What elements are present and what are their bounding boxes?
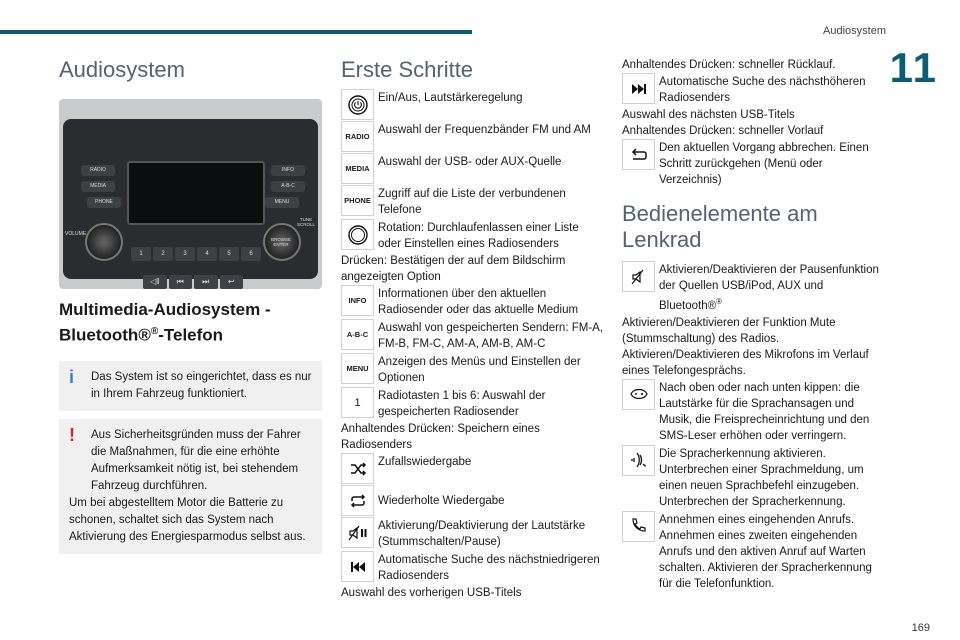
abc-text-icon: A-B-C [341,319,374,350]
section-title-first-steps: Erste Schritte [341,57,474,82]
subtitle-main: Multimedia-Audiosystem - Bluetooth® [59,300,271,345]
list-item [341,185,603,218]
radio-desc: Auswahl der Frequenzbänder FM und AM [378,124,591,136]
subtitle-end: -Telefon [158,325,224,345]
steering-mute-after: Aktivieren/Deaktivieren der Funktion Mute (Stummschaltung) des Radios. Aktivieren/Deaktivieren des Mikrofons im Verlauf eines Telefongesprächs. [622,316,869,377]
menu-text-icon: MENU [341,353,374,384]
steering-mute-sup: ® [716,297,722,306]
radio-screen [127,161,265,225]
list-item [622,73,884,106]
radio-btn-abc: A-B-C [271,181,305,192]
column-left [59,52,322,562]
shuffle-desc: Zufallswiedergabe [378,456,472,468]
phone-desc: Zugriff auf die Liste der verbundenen Telefone [378,188,566,216]
warning-box [59,419,322,554]
steering-mute-desc-text: Aktivieren/Deaktivieren der Pausenfunktion der Quellen USB/iPod, AUX und Bluetooth® [659,264,879,312]
list-item [341,353,603,386]
preset-hold-text: Anhaltendes Drücken: Speichern eines Radiosenders [341,423,540,451]
rotary-press-text: Drücken: Bestätigen der auf dem Bildschirm angezeigten Option [341,255,566,283]
warning-icon: ! [69,424,75,445]
column-right [622,57,884,593]
list-item [341,219,603,252]
radio-faceplate [63,119,318,286]
volume-rocker-desc: Nach oben oder nach unten kippen: die Lautstärke für die Sprachansagen und Musik, die Freisprecheinrichtung und den SMS-Leser erhöhen oder verringern. [659,381,870,442]
preset-6: 6 [241,247,261,261]
section-name: Audiosystem [823,25,886,37]
back-icon [622,139,655,170]
list-item [622,379,884,444]
voice-recognition-desc: Die Spracherkennung aktivieren. Unterbrechen einer Sprachmeldung, um einen neuen Sprachbefehl einzugeben. Unterbrechen der Spracherkennung. [659,447,864,508]
section-title-steering: Bedienelemente am Lenkrad [622,201,818,252]
list-item [622,445,884,510]
list-item [341,285,603,318]
steering-mute-icon [622,261,655,292]
preset-1: 1 [131,247,151,261]
info-desc: Informationen über den aktuellen Radiosender oder das aktuelle Medium [378,288,579,316]
repeat-desc: Wiederholte Wiedergabe [378,495,505,507]
list-item [341,121,603,152]
media-text-icon: MEDIA [341,153,374,184]
list-item [341,453,603,484]
list-item [341,89,603,120]
mute-pause-icon [341,517,374,548]
chapter-number: 11 [889,44,938,91]
preset-one-icon: 1 [341,387,374,418]
info-text-icon: INFO [341,285,374,316]
menu-desc: Anzeigen des Menüs und Einstellen der Optionen [378,356,581,384]
rewind-text: Anhaltendes Drücken: schneller Rücklauf. [622,59,836,71]
list-item [341,387,603,420]
column-middle [341,52,603,601]
transport-row [143,275,243,289]
seek-forward-desc: Automatische Suche des nächsthöheren Radiosenders [659,76,866,104]
fast-forward-text: Anhaltendes Drücken: schneller Vorlauf [622,125,824,137]
mute-desc: Aktivierung/Deaktivierung der Lautstärke (Stummschalten/Pause) [378,520,586,548]
radio-btn-media: MEDIA [81,181,115,192]
list-item [341,551,603,584]
preset-4: 4 [197,247,217,261]
volume-knob [85,223,123,261]
abc-desc: Auswahl von gespeicherten Sendern: FM-A, FM-B, FM-C, AM-A, AM-B, AM-C [378,322,604,350]
list-item [622,139,884,188]
subtitle [59,299,322,347]
preset-2: 2 [153,247,173,261]
power-knob-icon [341,89,374,120]
volume-label: VOLUME [65,231,87,237]
info-text: Das System ist so eingerichtet, dass es nur in Ihrem Fahrzeug funktioniert. [91,370,312,400]
phone-text-icon: PHONE [341,185,374,216]
rotary-knob-icon [341,219,374,250]
radio-btn-info: INFO [271,165,305,176]
back-desc: Den aktuellen Vorgang abbrechen. Einen Schritt zurückgehen (Menü oder Verzeichnis) [659,142,869,186]
seek-back-usb-text: Auswahl des vorherigen USB-Titels [341,587,522,599]
mute-pause-icon: ◁ǁ [143,275,167,289]
page-number: 169 [911,622,930,634]
header-accent-bar [0,30,472,34]
info-icon: i [69,366,75,387]
radio-btn-menu: MENU [265,197,299,208]
voice-recognition-icon [622,445,655,476]
seek-back-desc: Automatische Suche des nächstniedrigeren Radiosenders [378,554,600,582]
power-desc: Ein/Aus, Lautstärkeregelung [378,92,523,104]
steering-mute-desc [659,261,884,314]
list-item [341,319,603,352]
seek-back-icon: ⏮ [169,275,193,289]
phone-call-desc: Annehmen eines eingehenden Anrufs. Annehmen eines zweiten eingehenden Anrufs und den aktiven Anruf auf Warten schalten. Aktivieren der Spracherkennung für die Telefonfunktion. [659,513,872,590]
tune-label: TUNE SCROLL [296,217,315,227]
list-item [341,485,603,516]
warning-text-1: Aus Sicherheitsgründen muss der Fahrer die Maßnahmen, für die eine erhöhte Aufmerksamkeit nötig ist, bei stehendem Fahrzeug durchführen. [91,428,301,492]
next-usb-text: Auswahl des nächsten USB-Titels [622,109,795,121]
seek-forward-icon [622,73,655,104]
preset-row [131,247,261,261]
radio-btn-radio: RADIO [81,165,115,176]
browse-label: BROWSE ENTER [270,237,291,247]
preset-3: 3 [175,247,195,261]
list-item [622,261,884,314]
repeat-icon [341,485,374,516]
list-item [341,153,603,184]
radio-btn-phone: PHONE [87,197,121,208]
phone-call-icon [622,511,655,542]
seek-forward-icon: ⏭ [194,275,218,289]
radio-photo [59,99,322,289]
preset-5: 5 [219,247,239,261]
volume-rocker-icon [622,379,655,410]
back-icon: ↩ [220,275,244,289]
shuffle-icon [341,453,374,484]
page-title: Audiosystem [59,57,185,82]
subtitle-sup: ® [150,326,159,337]
rotary-desc: Rotation: Durchlaufenlassen einer Liste oder Einstellen eines Radiosenders [378,222,579,250]
media-desc: Auswahl der USB- oder AUX-Quelle [378,156,562,168]
list-item [622,511,884,592]
radio-text-icon: RADIO [341,121,374,152]
list-item [341,517,603,550]
warning-text-2: Um bei abgestelltem Motor die Batterie zu schonen, schaltet sich das System nach Aktivierung des Energiesparmodus selbst aus. [69,496,306,543]
info-box [59,361,322,411]
seek-back-icon [341,551,374,582]
preset-desc: Radiotasten 1 bis 6: Auswahl der gespeicherten Radiosender [378,390,546,418]
